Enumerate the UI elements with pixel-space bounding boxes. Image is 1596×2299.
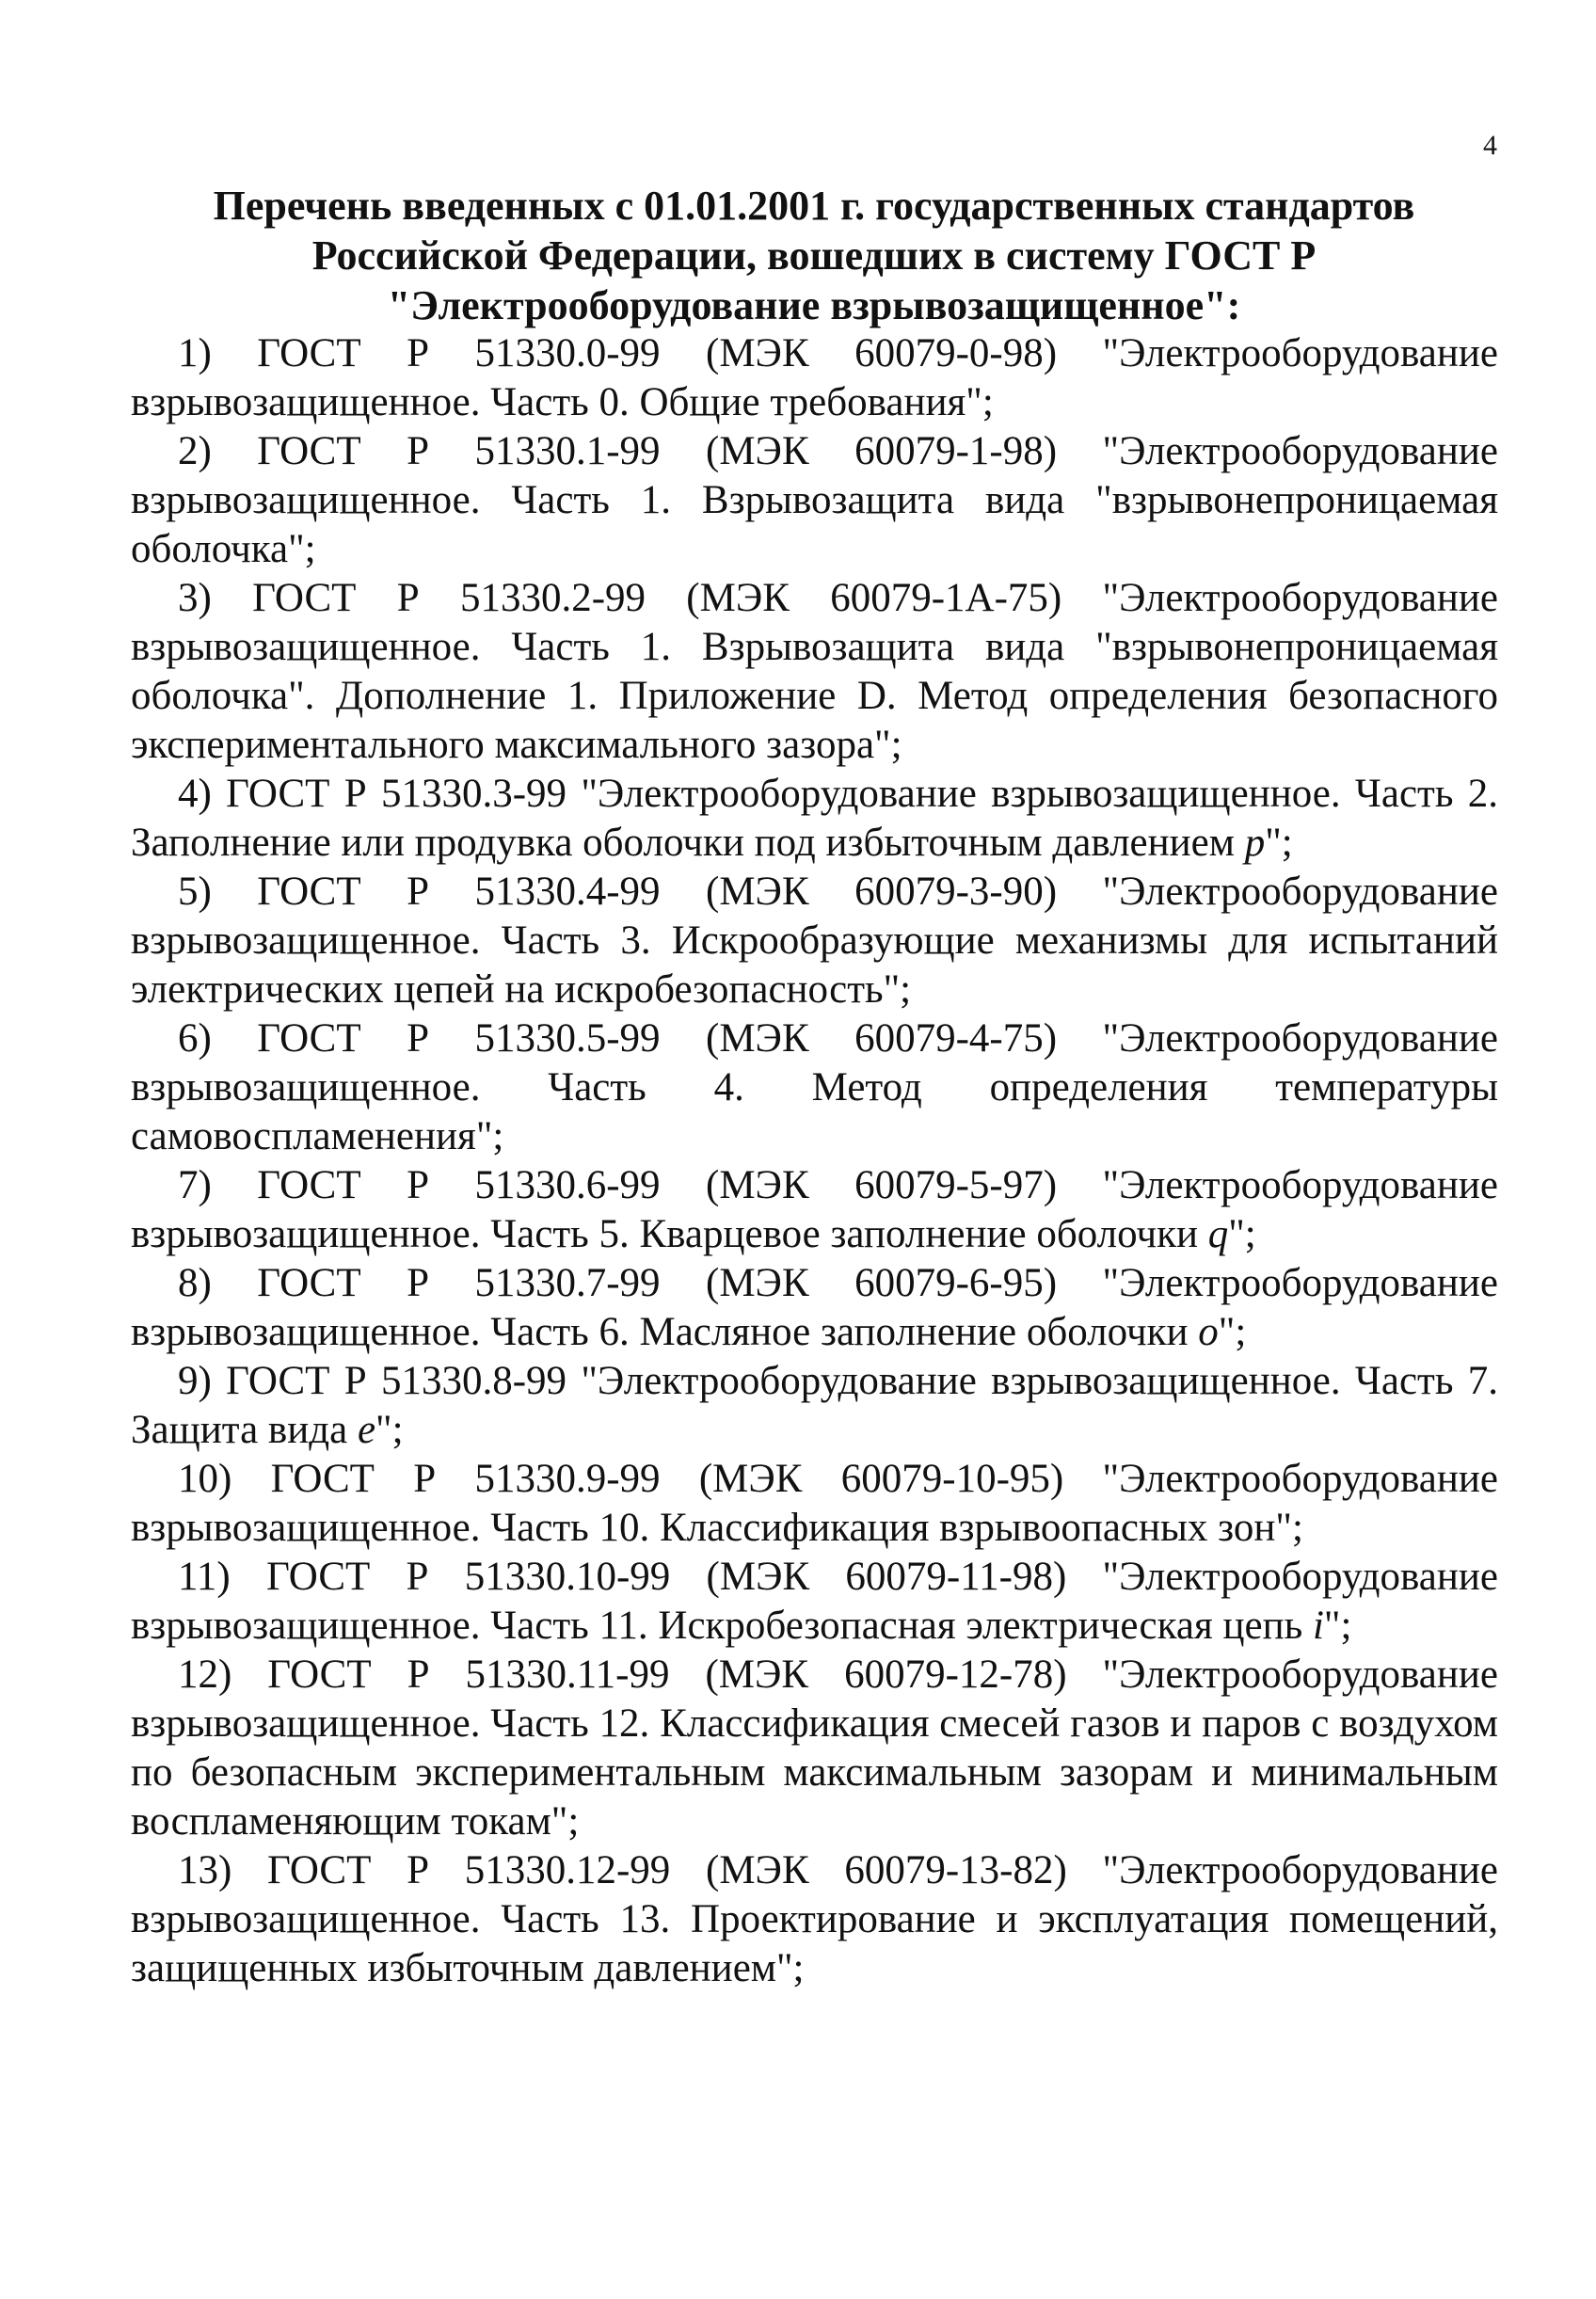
list-item-text: 8) ГОСТ Р 51330.7-99 (МЭК 60079-6-95) "Электрооборудование взрывозащищенное. Часть 6. Масляное заполнение оболочки xyxy=(131,1261,1498,1354)
list-item xyxy=(131,427,1498,574)
heading-line-2: Российской Федерации, вошедших в систему ГОСТ Р xyxy=(311,232,1317,279)
list-item-end: "; xyxy=(375,1408,404,1452)
list-item-text: 6) ГОСТ Р 51330.5-99 (МЭК 60079-4-75) "Электрооборудование взрывозащищенное. Часть 4. Метод определения температуры самовоспламенения"; xyxy=(131,1016,1498,1158)
list-item xyxy=(131,1357,1498,1455)
heading-line-3: "Электрооборудование взрывозащищенное": xyxy=(387,282,1241,328)
list-item-text: 5) ГОСТ Р 51330.4-99 (МЭК 60079-3-90) "Электрооборудование взрывозащищенное. Часть 3. Искрообразующие механизмы для испытаний электрических цепей на искробезопасность"; xyxy=(131,870,1498,1012)
list-item-text: 7) ГОСТ Р 51330.6-99 (МЭК 60079-5-97) "Электрооборудование взрывозащищенное. Часть 5. Кварцевое заполнение оболочки xyxy=(131,1163,1498,1256)
document-heading xyxy=(132,181,1496,330)
page-number: 4 xyxy=(1483,130,1497,161)
list-item-text: 10) ГОСТ Р 51330.9-99 (МЭК 60079-10-95) "Электрооборудование взрывозащищенное. Часть 10. Классификация взрывоопасных зон"; xyxy=(131,1457,1498,1550)
list-item-text: 9) ГОСТ Р 51330.8-99 "Электрооборудование взрывозащищенное. Часть 7. Защита вида xyxy=(131,1359,1498,1452)
protection-symbol: o xyxy=(1198,1310,1219,1354)
list-item xyxy=(131,329,1498,427)
list-item-text: 12) ГОСТ Р 51330.11-99 (МЭК 60079-12-78) "Электрооборудование взрывозащищенное. Часть 12. Классификация смесей газов и паров с воздухом по безопасным экспериментальным максимальным зазорам и минимальным воспламеняющим токам"; xyxy=(131,1652,1498,1844)
list-item xyxy=(131,1014,1498,1161)
standards-list xyxy=(131,329,1498,1993)
list-item xyxy=(131,1455,1498,1553)
protection-symbol: i xyxy=(1312,1604,1324,1648)
list-item xyxy=(131,1259,1498,1357)
list-item-text: 3) ГОСТ Р 51330.2-99 (МЭК 60079-1А-75) "Электрооборудование взрывозащищенное. Часть 1. Взрывозащита вида "взрывонепроницаемая оболочка". Дополнение 1. Приложение D. Метод определения безопасного экспериментального максимального зазора"; xyxy=(131,576,1498,767)
list-item xyxy=(131,574,1498,770)
list-item-text: 1) ГОСТ Р 51330.0-99 (МЭК 60079-0-98) "Электрооборудование взрывозащищенное. Часть 0. Общие требования"; xyxy=(131,331,1498,424)
list-item-end: "; xyxy=(1218,1310,1247,1354)
list-item-end: "; xyxy=(1228,1212,1256,1256)
list-item-end: "; xyxy=(1265,821,1293,865)
list-item xyxy=(131,770,1498,868)
heading-line-1: Перечень введенных с 01.01.2001 г. государственных стандартов xyxy=(213,183,1415,229)
list-item xyxy=(131,1161,1498,1259)
list-item-text: 4) ГОСТ Р 51330.3-99 "Электрооборудование взрывозащищенное. Часть 2. Заполнение или продувка оболочки под избыточным давлением xyxy=(131,772,1498,865)
list-item-text: 2) ГОСТ Р 51330.1-99 (МЭК 60079-1-98) "Электрооборудование взрывозащищенное. Часть 1. Взрывозащита вида "взрывонепроницаемая оболочка"; xyxy=(131,429,1498,571)
list-item xyxy=(131,868,1498,1014)
protection-symbol: q xyxy=(1207,1212,1229,1256)
list-item-text: 13) ГОСТ Р 51330.12-99 (МЭК 60079-13-82) "Электрооборудование взрывозащищенное. Часть 13. Проектирование и эксплуатация помещений, защищенных избыточным давлением"; xyxy=(131,1848,1498,1990)
protection-symbol: e xyxy=(357,1408,376,1452)
protection-symbol: p xyxy=(1244,821,1266,865)
list-item xyxy=(131,1651,1498,1846)
list-item xyxy=(131,1846,1498,1993)
list-item xyxy=(131,1553,1498,1651)
list-item-end: "; xyxy=(1323,1604,1352,1648)
list-item-text: 11) ГОСТ Р 51330.10-99 (МЭК 60079-11-98) "Электрооборудование взрывозащищенное. Часть 11. Искробезопасная электрическая цепь xyxy=(131,1555,1498,1648)
